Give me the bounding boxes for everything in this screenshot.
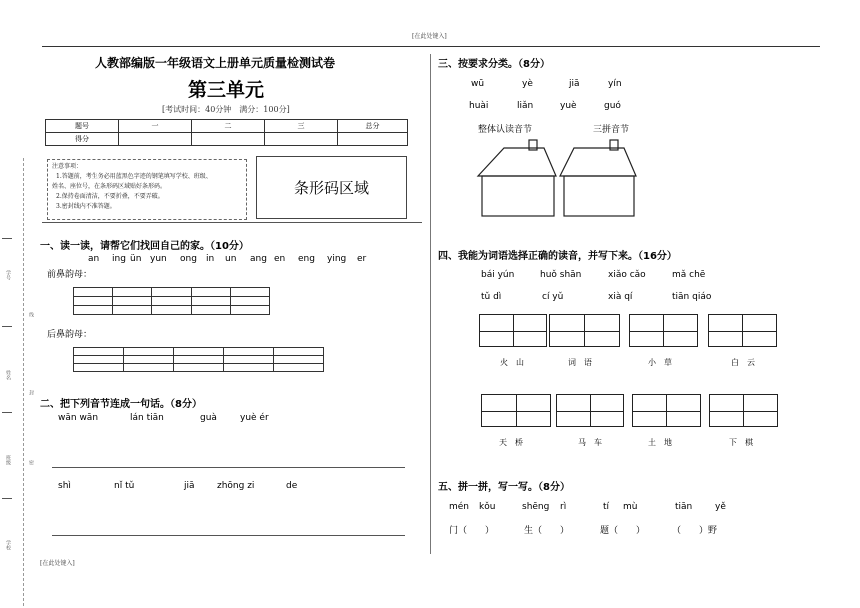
q5-pinyin: rì [560, 502, 567, 512]
q4-reading: bái yún [481, 270, 515, 280]
score-header-cell: 三 [265, 120, 338, 133]
house2-label: 三拼音节 [593, 125, 630, 135]
q5-char-blank[interactable]: 生（ ） [524, 526, 570, 536]
q2-syllable: shì [58, 481, 71, 491]
roof-icon [560, 148, 636, 176]
score-input-cell[interactable] [338, 133, 408, 146]
score-header-cell: 题号 [46, 120, 119, 133]
house-body-icon [564, 176, 634, 216]
side-label-school: 学校 [5, 540, 11, 550]
side-blank-line [2, 326, 12, 327]
unit-title: 第三单元 [188, 79, 265, 101]
q3-title: 三、按要求分类。（8分） [438, 59, 550, 70]
tianzige-box[interactable] [556, 394, 624, 427]
notice-title: 注意事项： [52, 163, 83, 170]
side-label-feng: 封 [28, 390, 34, 395]
house1-label: 整体认读音节 [478, 125, 533, 135]
answer-line[interactable] [52, 467, 405, 468]
q3-syllable: wū [471, 79, 485, 89]
q5-pinyin: yě [715, 502, 726, 512]
exam-title: 人教部编版一年级语文上册单元质量检测试卷 [95, 56, 336, 70]
back-nasal-grid[interactable] [73, 347, 324, 372]
word: 下 棋 [729, 438, 753, 447]
exam-info: [考试时间：40分钟 满分：100分] [162, 105, 290, 114]
q2-syllable: zhōng zi [217, 481, 255, 491]
q3-syllable: huài [469, 101, 489, 111]
tianzige-box[interactable] [709, 394, 778, 427]
barcode-label: 条形码区域 [293, 179, 369, 197]
q4-reading: mǎ chē [672, 270, 706, 280]
footer-note: [在此处键入] [40, 560, 75, 567]
header-note: [在此处键入] [412, 33, 447, 40]
score-row-label: 得分 [46, 133, 119, 146]
word: 火 山 [500, 358, 524, 367]
q1-pinyin: yun [150, 254, 167, 264]
q4-reading: xià qí [608, 292, 633, 302]
score-table [45, 119, 408, 146]
side-label-class: 班级 [5, 455, 11, 465]
side-blank-line [2, 238, 12, 239]
tianzige-box[interactable] [481, 394, 551, 427]
word: 小 草 [648, 358, 672, 367]
score-input-cell[interactable] [265, 133, 338, 146]
column-divider [430, 54, 431, 554]
word: 白 云 [731, 358, 755, 367]
tianzige-box[interactable] [708, 314, 777, 347]
q5-pinyin: mén [449, 502, 470, 512]
q1-title: 一、读一读，请帮它们找回自己的家。（10分） [40, 241, 249, 252]
side-label-name: 姓名 [5, 370, 11, 380]
q4-title: 四、我能为词语选择正确的读音，并写下来。（16分） [438, 251, 677, 262]
score-input-cell[interactable] [119, 133, 192, 146]
q5-pinyin: kǒu [479, 502, 496, 512]
q5-pinyin: shēng [522, 502, 550, 512]
q2-syllable: lán tiān [130, 413, 164, 423]
q1-pinyin: en [274, 254, 286, 264]
front-nasal-label: 前鼻韵母： [47, 270, 93, 280]
side-label-id: 学号 [5, 270, 11, 280]
word: 天 桥 [499, 438, 523, 447]
q4-reading: xiǎo cǎo [608, 270, 646, 280]
q3-syllable: yuè [560, 101, 577, 111]
q1-pinyin: ying [327, 254, 347, 264]
q5-char-blank[interactable]: （ ）野 [672, 526, 718, 536]
side-label-mi: 密 [28, 460, 34, 465]
score-header-cell: 二 [192, 120, 265, 133]
tianzige-box[interactable] [629, 314, 698, 347]
tianzige-box[interactable] [549, 314, 620, 347]
q2-syllable: de [286, 481, 298, 491]
q5-pinyin: tiān [675, 502, 693, 512]
tianzige-box[interactable] [479, 314, 547, 347]
tianzige-box[interactable] [632, 394, 701, 427]
side-blank-line [2, 412, 12, 413]
q3-syllable: jiā [569, 79, 580, 89]
q4-reading: tǔ dì [481, 292, 502, 302]
q2-syllable: jiā [184, 481, 195, 491]
word: 马 车 [578, 438, 602, 447]
house-body-icon [482, 176, 554, 216]
barcode-area [256, 156, 407, 219]
q3-syllable: liǎn [517, 101, 534, 111]
notice-line: 1.答题前，考生务必用蓝黑色字迹的钢笔填写学校、班级、 [56, 173, 212, 180]
q5-char-blank[interactable]: 题（ ） [600, 526, 646, 536]
roof-icon [478, 148, 556, 176]
q3-syllable: guó [604, 101, 621, 111]
notice-line: 3.密封线内不准答题。 [56, 203, 116, 210]
q5-pinyin: mù [623, 502, 638, 512]
front-nasal-grid[interactable] [73, 287, 270, 315]
q4-reading: huǒ shān [540, 270, 582, 280]
q1-pinyin: ün [130, 254, 142, 264]
q2-syllable: yuè ér [240, 413, 269, 423]
score-input-cell[interactable] [192, 133, 265, 146]
q1-pinyin: ong [180, 254, 197, 264]
q2-title: 二、把下列音节连成一句话。（8分） [40, 399, 202, 410]
side-blank-line [2, 498, 12, 499]
notice-line: 姓名、座位号，在条形码区域贴好条形码。 [52, 183, 167, 190]
score-header-cell: 总分 [338, 120, 408, 133]
word: 词 语 [568, 358, 592, 367]
q4-reading: tiān qiáo [672, 292, 712, 302]
q2-syllable: wān wān [58, 413, 99, 423]
side-label-xian: 线 [28, 312, 34, 317]
q3-syllable: yè [522, 79, 533, 89]
q1-pinyin: eng [298, 254, 315, 264]
q3-syllable: yín [608, 79, 622, 89]
q1-pinyin: an [88, 254, 100, 264]
q5-title: 五、拼一拼，写一写。（8分） [438, 482, 570, 493]
header-rule [42, 46, 820, 47]
q1-pinyin: ang [250, 254, 267, 264]
answer-line[interactable] [52, 535, 405, 536]
score-header-cell: 一 [119, 120, 192, 133]
q1-pinyin: ing [112, 254, 126, 264]
houses-illustration [474, 136, 640, 220]
q5-pinyin: tí [603, 502, 610, 512]
section-rule [42, 222, 422, 223]
q1-pinyin: in [206, 254, 215, 264]
notice-box [47, 159, 247, 220]
back-nasal-label: 后鼻韵母： [47, 330, 93, 340]
q2-syllable: guà [200, 413, 217, 423]
q5-char-blank[interactable]: 门（ ） [449, 526, 495, 536]
q1-pinyin: un [225, 254, 237, 264]
q2-syllable: nǐ tǔ [114, 481, 135, 491]
word: 土 地 [648, 438, 672, 447]
notice-line: 2.保持卷面清洁，不要折叠，不要弄破。 [56, 193, 164, 200]
q1-pinyin: er [357, 254, 367, 264]
q4-reading: cí yǔ [542, 292, 564, 302]
binding-line [23, 158, 24, 606]
